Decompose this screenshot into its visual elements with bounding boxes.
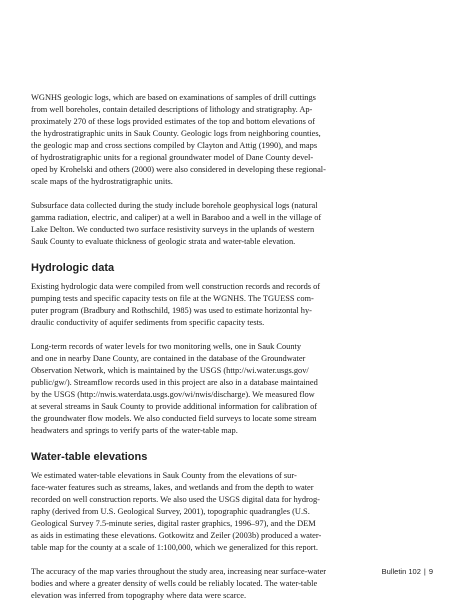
text-line: elevation was inferred from topography where data were scarce. <box>31 591 247 600</box>
text-line: gamma radiation, electric, and caliper) at a well in Baraboo and a well in the village of <box>31 213 322 222</box>
page-number: 9 <box>428 567 433 576</box>
text-line: Existing hydrologic data were compiled from well construction records and records of <box>31 282 321 291</box>
hydrologic-paragraph-1 <box>31 281 411 329</box>
section-heading-water-table-elevations: Water-table elevations <box>31 451 148 463</box>
text-line: face-water features such as streams, lakes, and wetlands and from the depth to water <box>31 483 314 492</box>
text-line: Subsurface data collected during the study include borehole geophysical logs (natural <box>31 201 318 210</box>
text-line: public/gw/). Streamflow records used in this project are also in a database maintained <box>31 378 318 387</box>
intro-paragraph-2 <box>31 200 411 248</box>
text-line: Lake Delton. We conducted two surface resistivity surveys in the uplands of western <box>31 225 315 234</box>
footer-separator: | <box>423 567 426 576</box>
publication-label: Bulletin 102 <box>381 567 421 576</box>
text-line: raphy (derived from U.S. Geological Survey, 2001), topographic quadrangles (U.S. <box>31 507 310 516</box>
text-line: by the USGS (http://nwis.waterdata.usgs.gov/wi/nwis/discharge). We measured flow <box>31 390 315 399</box>
text-line: Long-term records of water levels for two monitoring wells, one in Sauk County <box>31 342 302 351</box>
section-heading-hydrologic-data: Hydrologic data <box>31 262 115 274</box>
text-line: proximately 270 of these logs provided estimates of the top and bottom elevations of <box>31 117 315 126</box>
page-footer <box>382 567 433 576</box>
text-line: scale maps of the hydrostratigraphic units. <box>31 177 173 186</box>
text-line: Geological Survey 7.5-minute series, digital raster graphics, 1996–97), and the DEM <box>31 519 316 528</box>
text-line: WGNHS geologic logs, which are based on examinations of samples of drill cuttings <box>31 93 316 102</box>
text-line: Observation Network, which is maintained by the USGS (http://wi.water.usgs.gov/ <box>31 366 309 375</box>
text-line: The accuracy of the map varies throughout the study area, increasing near surface-water <box>31 567 327 576</box>
text-line: the hydrostratigraphic units in Sauk County. Geologic logs from neighboring counties, <box>31 129 321 138</box>
text-line: of hydrostratigraphic units for a regional groundwater model of Dane County devel- <box>31 153 314 162</box>
text-line: at several streams in Sauk County to provide additional information for calibration of <box>31 402 318 411</box>
page-content <box>31 92 411 614</box>
watertable-paragraph-1 <box>31 470 411 554</box>
hydrologic-paragraph-2 <box>31 341 411 437</box>
text-line: as aids in estimating these elevations. Gotkowitz and Zeiler (2003b) produced a water- <box>31 531 322 540</box>
watertable-paragraph-2 <box>31 566 411 602</box>
text-line: puter program (Bradbury and Rothschild, 1985) was used to estimate horizontal hy- <box>31 306 312 315</box>
text-line: headwaters and springs to verify parts of the water-table map. <box>31 426 238 435</box>
text-line: bodies and where a greater density of wells could be reliably located. The water-table <box>31 579 318 588</box>
text-line: Sauk County to evaluate thickness of geologic strata and water-table elevation. <box>31 237 296 246</box>
intro-paragraph-1 <box>31 92 411 188</box>
text-line: and one in nearby Dane County, are contained in the database of the Groundwater <box>31 354 306 363</box>
text-line: pumping tests and specific capacity tests on file at the WGNHS. The TGUESS com- <box>31 294 314 303</box>
text-line: We estimated water-table elevations in Sauk County from the elevations of sur- <box>31 471 297 480</box>
text-line: the geologic map and cross sections compiled by Clayton and Attig (1990), and maps <box>31 141 318 150</box>
text-line: from well boreholes, contain detailed descriptions of lithology and stratigraphy. Ap- <box>31 105 313 114</box>
text-line: table map for the county at a scale of 1:100,000, which we generalized for this report. <box>31 543 318 552</box>
text-line: recorded on well construction reports. We also used the USGS digital data for hydrog- <box>31 495 320 504</box>
text-line: the groundwater flow models. We also conducted field surveys to locate some stream <box>31 414 317 423</box>
text-line: draulic conductivity of aquifer sediments from specific capacity tests. <box>31 318 265 327</box>
text-line: oped by Krohelski and others (2000) were also considered in developing these regional- <box>31 165 326 174</box>
